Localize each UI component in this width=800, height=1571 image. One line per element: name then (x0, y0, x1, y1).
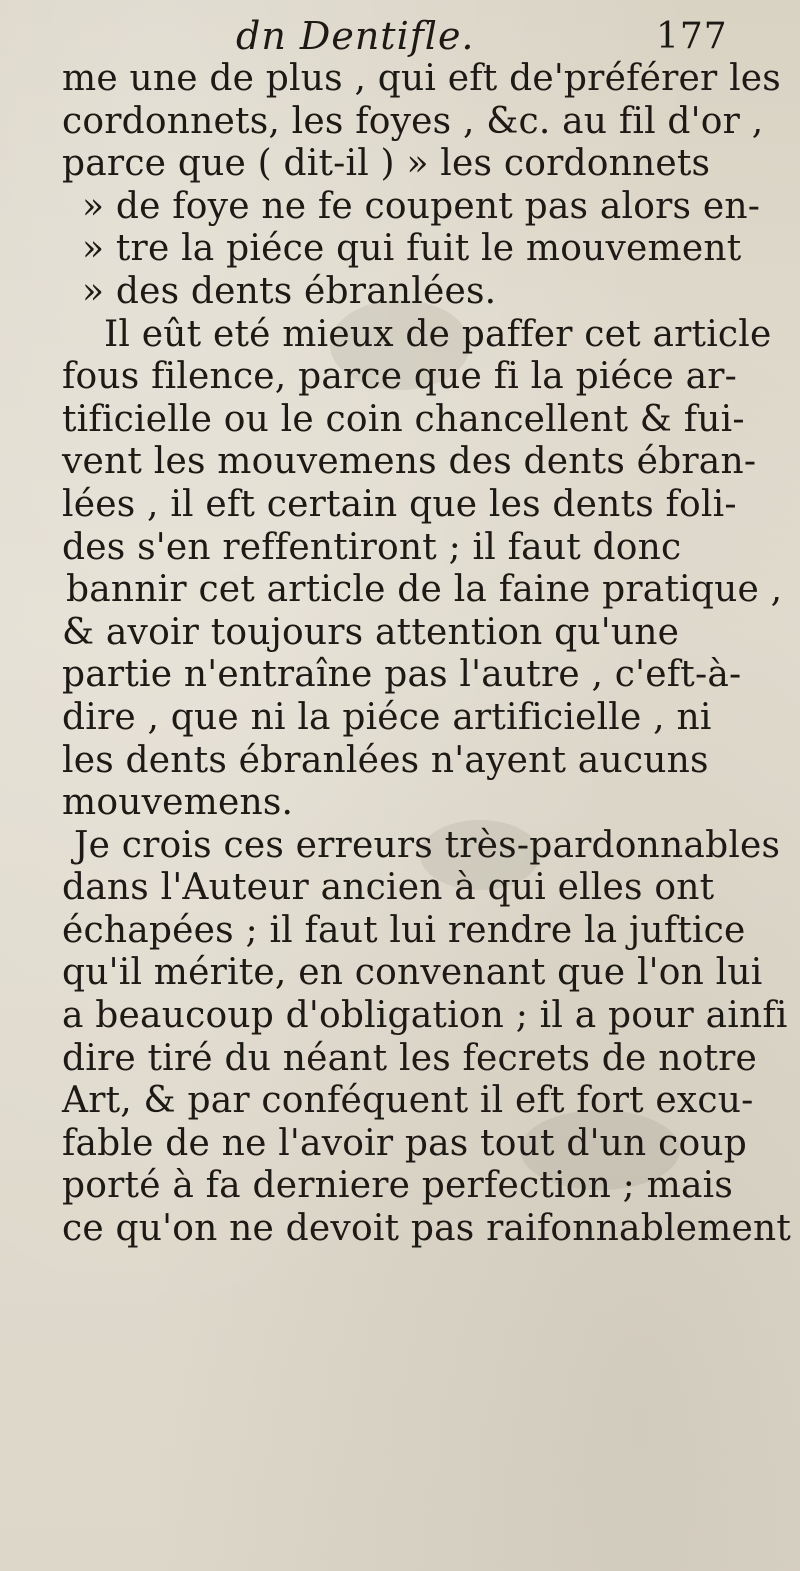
text-line: fable de ne l'avoir pas tout d'un coup (62, 1122, 747, 1164)
text-line: dire tiré du néant les fecrets de notre (62, 1037, 758, 1079)
text-line: bannir cet article de la faine pratique , (66, 569, 783, 611)
text-line: Art, & par conféquent il eft fort excu- (62, 1080, 754, 1122)
text-line: dire , que ni la piéce artificielle , ni (62, 696, 712, 738)
text-line: partie n'entraîne pas l'autre , c'eft-à- (62, 654, 742, 696)
text-line: Je crois ces erreurs très-pardonnables (74, 824, 781, 866)
page-number: 177 (656, 16, 728, 57)
text-line: vent les mouvemens des dents ébran- (62, 441, 757, 483)
text-line: porté à fa derniere perfection ; mais (62, 1165, 733, 1207)
body-text (62, 58, 792, 1251)
text-line: » tre la piéce qui fuit le mouvement (82, 228, 742, 270)
text-line: dans l'Auteur ancien à qui elles ont (62, 867, 715, 909)
text-line: tificielle ou le coin chancellent & fui- (62, 398, 745, 440)
text-line: & avoir toujours attention qu'une (62, 611, 680, 653)
text-line: lées , il eft certain que les dents foli- (62, 483, 737, 525)
running-title: dn Dentifle. (236, 14, 475, 58)
text-line: parce que ( dit-il ) » les cordonnets (62, 143, 711, 185)
text-line: me une de plus , qui eft de'préférer les (62, 58, 781, 99)
text-line: qu'il mérite, en convenant que l'on lui (62, 952, 763, 994)
text-line: Il eût eté mieux de paffer cet article (104, 313, 772, 355)
text-line: » de foye ne fe coupent pas alors en- (82, 185, 761, 227)
text-line: ce qu'on ne devoit pas raifonnablement (62, 1208, 792, 1250)
text-line: a beaucoup d'obligation ; il a pour ainfi (62, 995, 788, 1037)
text-line: fous filence, parce que fi la piéce ar- (62, 356, 738, 398)
text-line: échapées ; il faut lui rendre la juftice (62, 909, 746, 951)
text-line: les dents ébranlées n'ayent aucuns (62, 739, 709, 781)
text-line: » des dents ébranlées. (82, 270, 497, 312)
page-header (0, 14, 800, 64)
text-line: cordonnets, les foyes , &c. au fil d'or , (62, 100, 764, 142)
text-line: des s'en reffentiront ; il faut donc (62, 526, 682, 568)
text-line: mouvemens. (62, 782, 294, 824)
